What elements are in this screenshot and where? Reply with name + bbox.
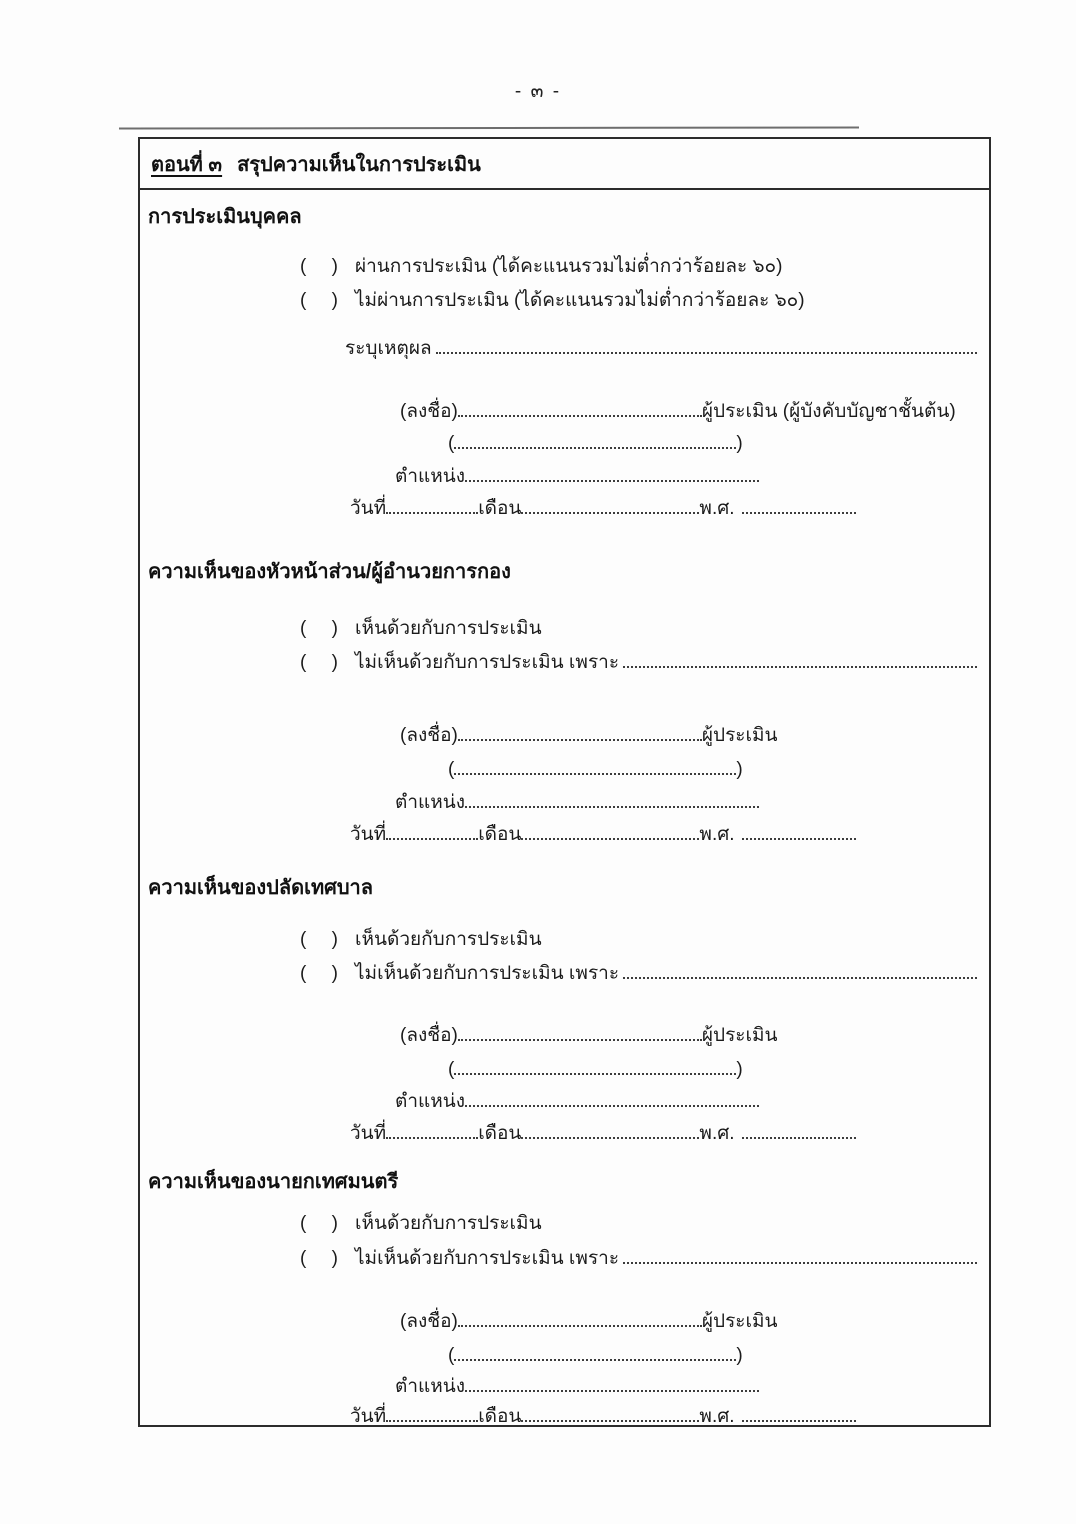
paren-close: ) xyxy=(331,963,338,984)
month-label: เดือน xyxy=(478,498,522,519)
option-row-fail xyxy=(300,289,805,313)
option-row-pass xyxy=(300,255,782,279)
section-title-mayor-opinion: ความเห็นของนายกเทศมนตรี xyxy=(148,1171,399,1193)
checkbox-agree xyxy=(300,1212,338,1236)
position-blank-line xyxy=(465,1105,759,1107)
signature-row xyxy=(400,1024,778,1048)
sign-label: (ลงชื่อ) xyxy=(400,401,458,422)
position-label: ตำแหน่ง xyxy=(395,466,466,487)
paren-open: ( xyxy=(448,433,455,454)
position-label: ตำแหน่ง xyxy=(395,1376,466,1397)
signer-label: ผู้ประเมิน xyxy=(701,1025,778,1046)
signature-row xyxy=(400,1310,778,1334)
part-label: ตอนที่ ๓ xyxy=(151,153,223,176)
section-title-municipal-clerk-opinion: ความเห็นของปลัดเทศบาล xyxy=(148,877,373,899)
paren-open: ( xyxy=(448,759,455,780)
option-label: ไม่ผ่านการประเมิน (ได้คะแนนรวมไม่ต่ำกว่าร้อยละ ๖๐) xyxy=(355,290,805,311)
signer-name-row xyxy=(448,432,743,456)
reason-row xyxy=(345,337,977,361)
paren-open: ( xyxy=(300,1248,307,1269)
signature-blank-line xyxy=(458,1039,702,1041)
option-label: เห็นด้วยกับการประเมิน xyxy=(355,1213,542,1234)
position-blank-line xyxy=(465,1390,759,1392)
paren-open: ( xyxy=(300,929,307,950)
signer-label: ผู้ประเมิน xyxy=(701,1311,778,1332)
name-blank-line xyxy=(454,1073,736,1075)
day-blank-line xyxy=(386,1420,478,1422)
date-label: วันที่ xyxy=(350,498,387,519)
paren-open: ( xyxy=(300,290,307,311)
checkbox-agree xyxy=(300,928,338,952)
name-blank-line xyxy=(454,447,736,449)
option-label: ไม่เห็นด้วยกับการประเมิน เพราะ xyxy=(355,963,620,984)
sign-label: (ลงชื่อ) xyxy=(400,725,458,746)
signature-blank-line xyxy=(458,739,702,741)
option-label: ไม่เห็นด้วยกับการประเมิน เพราะ xyxy=(355,652,620,673)
checkbox-disagree xyxy=(300,1247,338,1271)
month-blank-line xyxy=(521,1420,699,1422)
option-row-agree xyxy=(300,928,542,952)
signer-label: ผู้ประเมิน (ผู้บังคับบัญชาชั้นต้น) xyxy=(701,401,956,422)
paren-close: ) xyxy=(331,1248,338,1269)
position-row xyxy=(395,465,759,489)
month-blank-line xyxy=(521,838,699,840)
month-label: เดือน xyxy=(478,824,522,845)
year-blank-line xyxy=(742,1137,856,1139)
position-blank-line xyxy=(465,480,759,482)
option-label: ไม่เห็นด้วยกับการประเมิน เพราะ xyxy=(355,1248,620,1269)
paren-open: ( xyxy=(448,1059,455,1080)
era-label: พ.ศ. xyxy=(699,1406,735,1427)
because-blank-line xyxy=(623,977,977,979)
year-blank-line xyxy=(742,1420,856,1422)
month-label: เดือน xyxy=(478,1406,522,1427)
position-row xyxy=(395,1090,759,1114)
section-title-personal-evaluation: การประเมินบุคคล xyxy=(148,206,302,228)
signer-name-row xyxy=(448,758,743,782)
era-label: พ.ศ. xyxy=(699,1123,735,1144)
paren-close: ) xyxy=(736,1345,743,1366)
signature-row xyxy=(400,400,956,424)
signature-blank-line xyxy=(458,1325,702,1327)
paren-close: ) xyxy=(331,618,338,639)
checkbox-pass xyxy=(300,255,338,279)
paren-open: ( xyxy=(300,1213,307,1234)
era-label: พ.ศ. xyxy=(699,824,735,845)
paren-close: ) xyxy=(736,759,743,780)
form-outer-box xyxy=(138,137,991,1427)
era-label: พ.ศ. xyxy=(699,498,735,519)
month-blank-line xyxy=(521,512,699,514)
part-title: สรุปความเห็นในการประเมิน xyxy=(237,153,481,176)
date-label: วันที่ xyxy=(350,824,387,845)
month-label: เดือน xyxy=(478,1123,522,1144)
checkbox-disagree xyxy=(300,962,338,986)
paren-open: ( xyxy=(300,256,307,277)
option-row-disagree xyxy=(300,651,977,675)
paren-open: ( xyxy=(300,618,307,639)
scan-artifact-line xyxy=(119,126,859,129)
position-label: ตำแหน่ง xyxy=(395,1091,466,1112)
paren-close: ) xyxy=(736,1059,743,1080)
year-blank-line xyxy=(742,838,856,840)
checkbox-fail xyxy=(300,289,338,313)
signature-blank-line xyxy=(458,415,702,417)
paren-close: ) xyxy=(331,290,338,311)
option-row-disagree xyxy=(300,962,977,986)
checkbox-disagree xyxy=(300,651,338,675)
position-row xyxy=(395,791,759,815)
date-label: วันที่ xyxy=(350,1406,387,1427)
position-row xyxy=(395,1375,759,1399)
date-row xyxy=(350,823,856,847)
option-label: ผ่านการประเมิน (ได้คะแนนรวมไม่ต่ำกว่าร้อยละ ๖๐) xyxy=(355,256,783,277)
date-row xyxy=(350,497,856,521)
signer-name-row xyxy=(448,1344,743,1368)
paren-close: ) xyxy=(331,652,338,673)
month-blank-line xyxy=(521,1137,699,1139)
position-blank-line xyxy=(465,806,759,808)
date-row xyxy=(350,1122,856,1146)
day-blank-line xyxy=(386,838,478,840)
name-blank-line xyxy=(454,773,736,775)
paren-close: ) xyxy=(331,256,338,277)
date-label: วันที่ xyxy=(350,1123,387,1144)
reason-label: ระบุเหตุผล xyxy=(345,338,432,359)
signer-name-row xyxy=(448,1058,743,1082)
form-part-header xyxy=(140,139,989,190)
checkbox-agree xyxy=(300,617,338,641)
paren-close: ) xyxy=(331,1213,338,1234)
signer-label: ผู้ประเมิน xyxy=(701,725,778,746)
day-blank-line xyxy=(386,1137,478,1139)
sign-label: (ลงชื่อ) xyxy=(400,1311,458,1332)
reason-blank-line xyxy=(436,352,977,354)
paren-open: ( xyxy=(448,1345,455,1366)
because-blank-line xyxy=(623,666,977,668)
paren-close: ) xyxy=(331,929,338,950)
paren-close: ) xyxy=(736,433,743,454)
sign-label: (ลงชื่อ) xyxy=(400,1025,458,1046)
name-blank-line xyxy=(454,1359,736,1361)
position-label: ตำแหน่ง xyxy=(395,792,466,813)
section-title-division-head-opinion: ความเห็นของหัวหน้าส่วน/ผู้อำนวยการกอง xyxy=(148,561,511,583)
day-blank-line xyxy=(386,512,478,514)
option-label: เห็นด้วยกับการประเมิน xyxy=(355,929,542,950)
year-blank-line xyxy=(742,512,856,514)
option-label: เห็นด้วยกับการประเมิน xyxy=(355,618,542,639)
date-row xyxy=(350,1405,856,1429)
because-blank-line xyxy=(623,1262,977,1264)
option-row-agree xyxy=(300,617,542,641)
option-row-agree xyxy=(300,1212,542,1236)
page-number: - ๓ - xyxy=(514,81,562,102)
option-row-disagree xyxy=(300,1247,977,1271)
paren-open: ( xyxy=(300,652,307,673)
paren-open: ( xyxy=(300,963,307,984)
signature-row xyxy=(400,724,778,748)
